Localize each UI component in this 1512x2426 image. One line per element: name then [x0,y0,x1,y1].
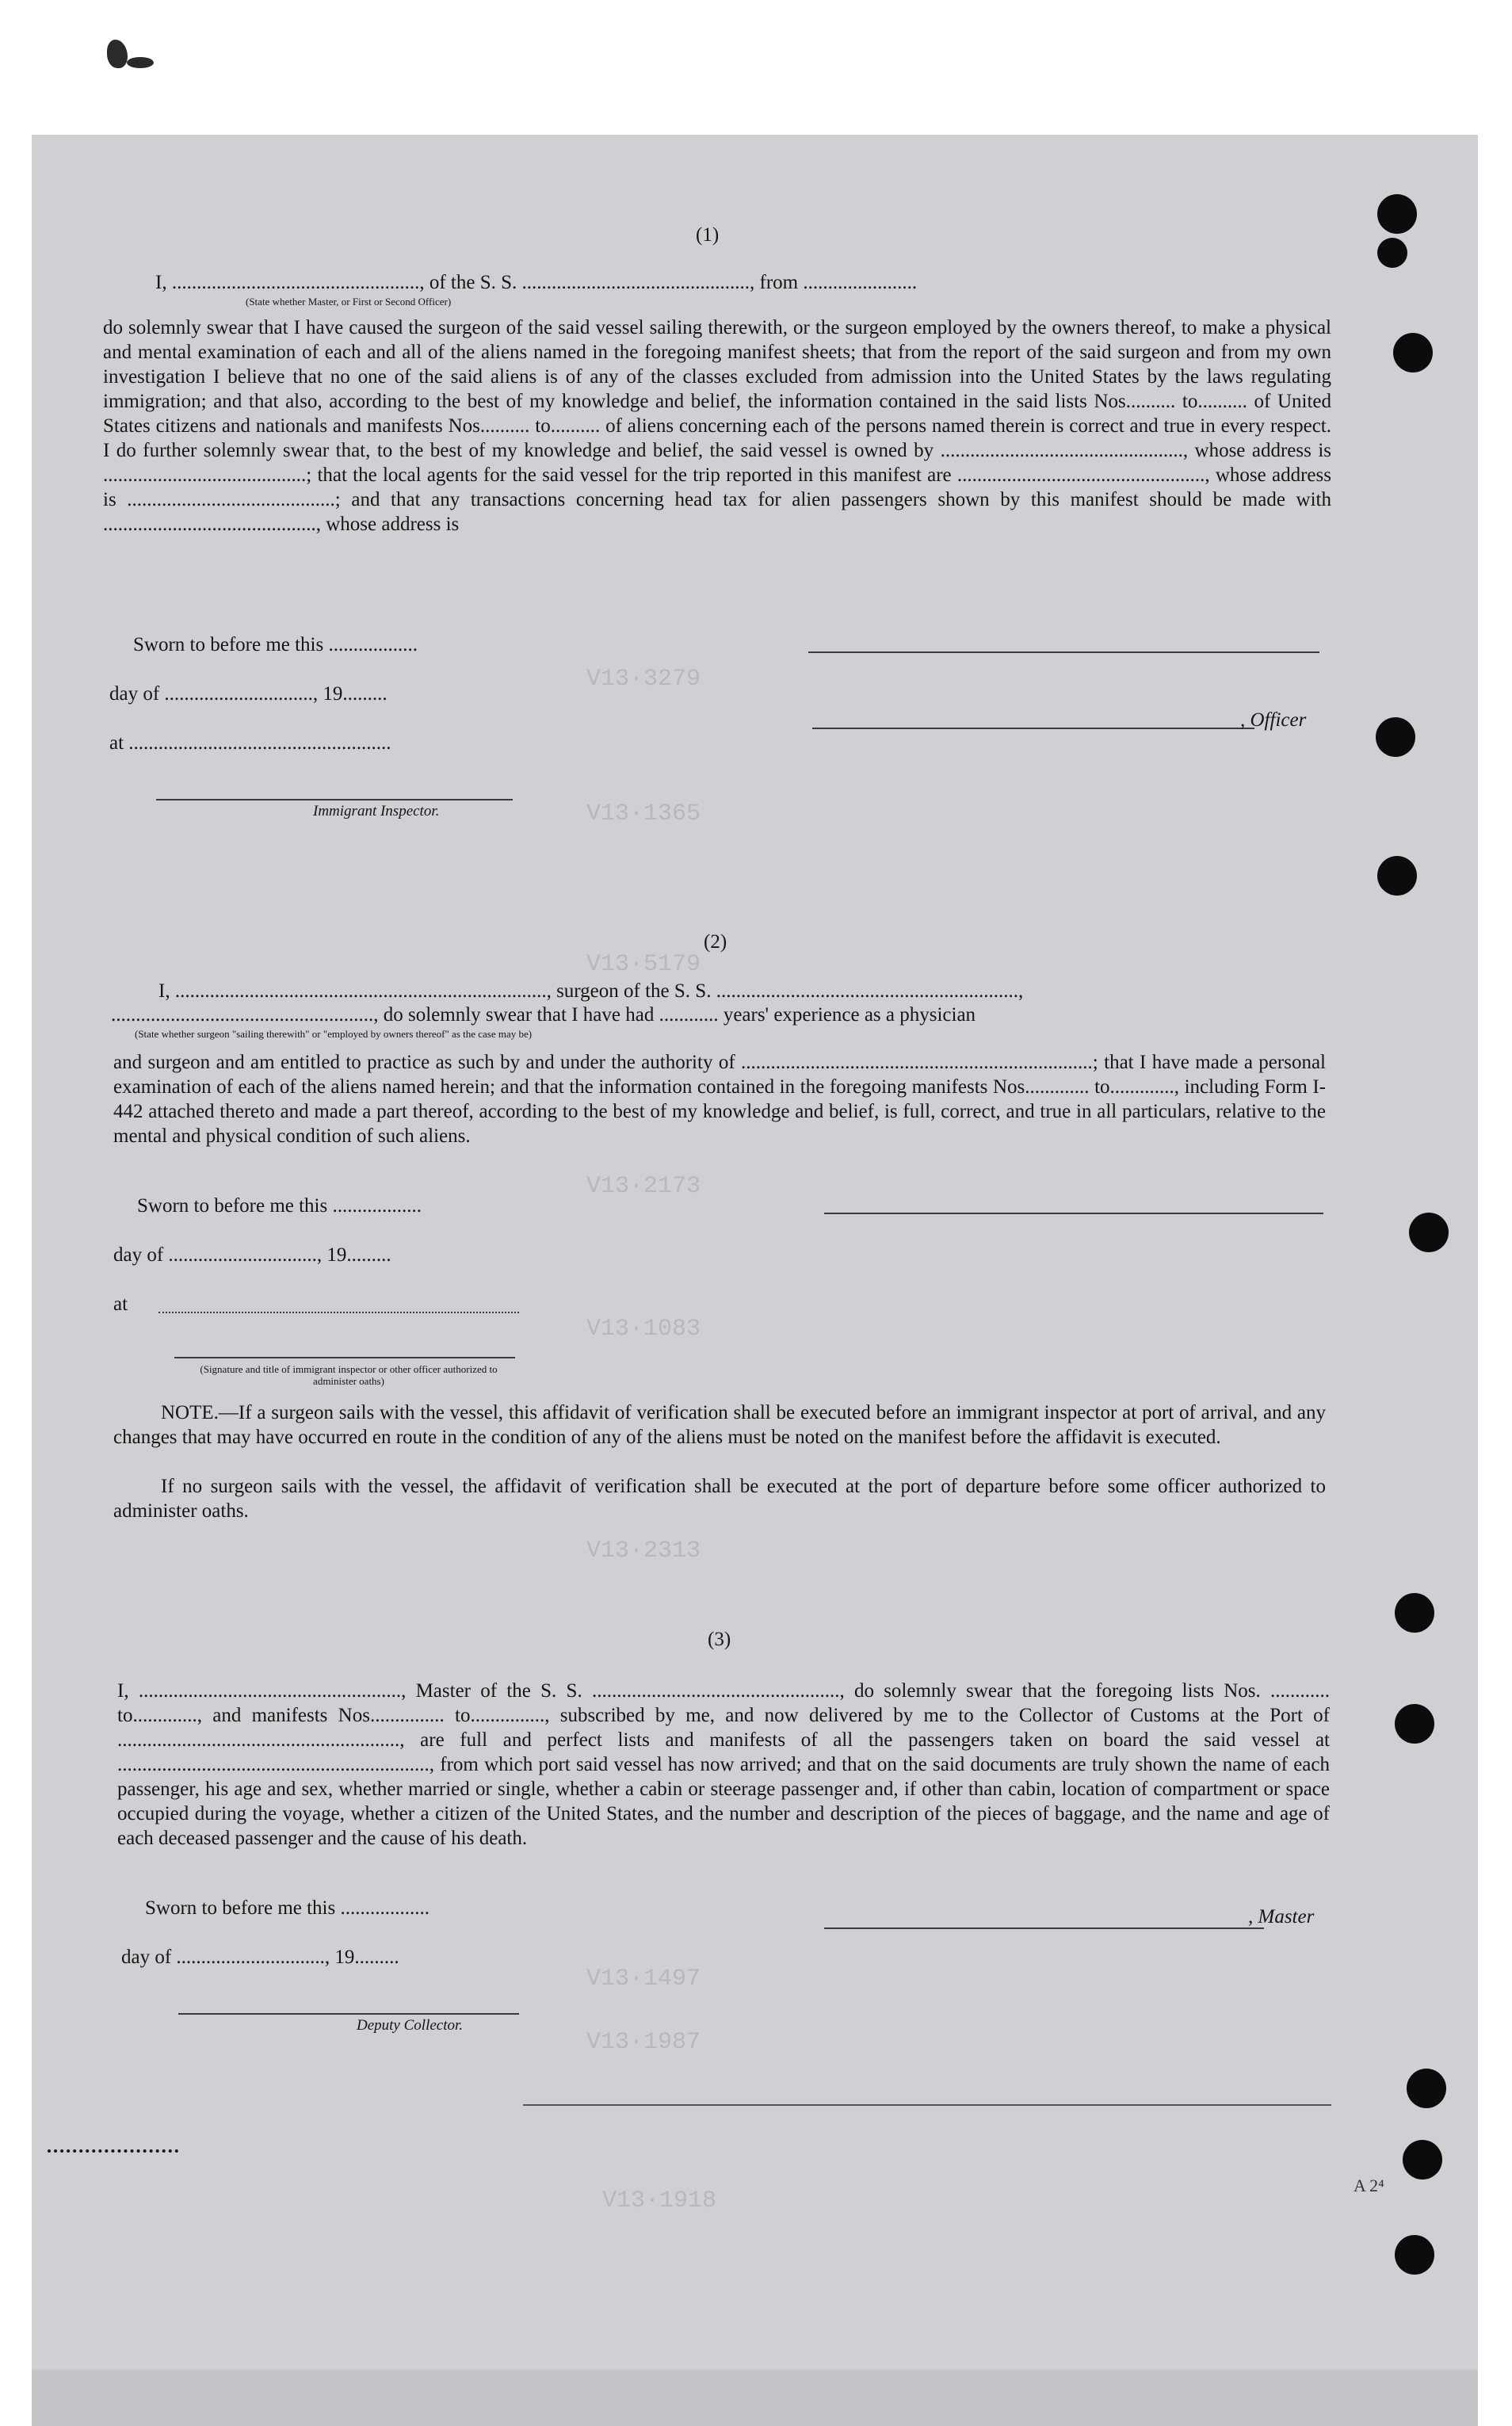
punch-hole [1407,2069,1446,2108]
corner-mark-tail [127,57,154,68]
bleed-through-text: V13·1083 [586,1316,701,1343]
section-2-line-2: ....................................................., do solemnly swear that I have had ............ years' experience as a physician [111,1004,976,1026]
section-1-intro-note: (State whether Master, or First or Second Officer) [246,296,452,308]
section-2-day-of: day of .............................., 19......... [113,1244,391,1266]
section-2-note-paragraph: NOTE.—If a surgeon sails with the vessel, this affidavit of verification shall be executed before an immigrant inspector at port of arrival, and any changes that may have occurred en route in the condition of any of the aliens must be noted on the manifest before the affidavit is executed. [113,1402,1326,1448]
section-3-master-line [824,1927,1264,1929]
section-1-at: at ..................................................... [109,732,391,754]
punch-hole [1377,238,1407,268]
bleed-through-text: V13·2173 [586,1173,701,1200]
section-1-oath-intro: I, .................................................., of the S. S. .............................................., from ....................... [155,272,918,293]
corner-mark [107,40,128,68]
section-3-collector-line [178,2013,519,2015]
punch-hole [1403,2140,1442,2180]
section-2-paragraph: and surgeon and am entitled to practice as such by and under the authority of .......................................................................; that I have made a personal examination of each of the aliens named herein; and that the information contained in the foregoing manifests Nos............. to............., including Form I-442 attached thereto and made a part thereof, according to the best of my knowledge and belief, is full, correct, and true in all particulars, relative to the mental and physical condition of such aliens. [113,1052,1326,1147]
section-3-day-of: day of .............................., 19......... [121,1947,399,1968]
section-1-inspector-label: Immigrant Inspector. [313,803,440,819]
section-2-at-line [158,1312,519,1313]
section-2-inspector-line [174,1357,515,1358]
punch-hole [1395,1593,1434,1633]
punch-hole [1409,1213,1449,1252]
section-2-no-surgeon-paragraph: If no surgeon sails with the vessel, the affidavit of verification shall be executed at the port of departure before some officer authorized to administer oaths. [113,1476,1326,1522]
section-2-line-1: I, ..........................................................................., surgeon of the S. S. ............................................................., [158,980,1024,1002]
bleed-through-text: V13·5179 [586,951,701,978]
section-2-sworn: Sworn to before me this .................. [137,1195,422,1217]
section-3-collector-label: Deputy Collector. [357,2017,464,2034]
section-1-inspector-line [156,799,513,800]
punch-hole [1377,856,1417,896]
section-1-officer-label: , Officer [1240,709,1307,731]
section-2-at: at [113,1293,128,1315]
punch-hole [1376,717,1415,757]
bleed-through-text: V13·1987 [586,2029,701,2056]
section-1-day-of: day of .............................., 19......... [109,683,388,705]
bottom-rule [523,2104,1331,2106]
bottom-right-mark: A 2⁴ [1354,2176,1384,2195]
section-1-paragraph: do solemnly swear that I have caused the surgeon of the said vessel sailing therewith, or the surgeon employed by the owners thereof, to make a physical and mental examination of each and all of the aliens named in the foregoing manifest sheets; that from the report of the said surgeon and from my own investigation I believe that no one of the said aliens is of any of the classes excluded from admission into the United States by the laws regulating immigration; and that also, according to the best of my knowledge and belief, the information contained in the said lists Nos.......... to.......... of United States citizens and nationals and manifests Nos.......... to.......... of aliens concerning each of the persons named therein is correct and true in every respect. I do further solemnly swear that, to the best of my knowledge and belief, the said vessel is owned by ................................................., whose address is .........................................; that the local agents for the said vessel for the trip reported in this manifest are .................................................., whose address is ..........................................; and that any transactions concerning head tax for alien passengers shown by this manifest should be made with ..........................................., whose address is [103,317,1331,535]
section-1-number: (1) [696,224,720,246]
punch-hole [1377,194,1417,234]
section-3-number: (3) [708,1629,731,1650]
punch-hole [1395,2235,1434,2275]
section-2-signature-note: (Signature and title of immigrant inspector or other officer authorized to administer oaths) [200,1363,498,1387]
bleed-through-text: V13·1497 [586,1966,701,1992]
sheet-bottom-edge [32,2370,1478,2426]
punch-hole [1395,1704,1434,1744]
bottom-dotted-mark [48,2149,178,2153]
section-2-note: (State whether surgeon "sailing therewith" or "employed by owners thereof" as the case may be) [135,1028,533,1040]
section-3-master-label: , Master [1248,1906,1315,1927]
section-3-sworn: Sworn to before me this .................. [145,1897,430,1919]
section-2-signature-line [824,1213,1323,1214]
bleed-through-text: V13·3279 [586,666,701,693]
bleed-through-text: V13·2313 [586,1538,701,1564]
section-1-sworn: Sworn to before me this .................. [133,634,418,655]
section-1-officer-line [812,728,1254,729]
punch-hole [1393,333,1433,372]
section-2-number: (2) [704,931,727,953]
bleed-through-text: V13·1365 [586,800,701,827]
section-3-paragraph: I, ....................................................., Master of the S. S. .................................................., do solemnly swear that the foregoing lists Nos. ............ to............., and manifests Nos............... to..............., subscribed by me, and now delivered by me to the Collector of Customs at the Port of ........................................................., are full and perfect lists and manifests of all the passengers taken on board the said vessel at ..............................................................., from which port said vessel has now arrived; and that on the said documents are truly shown the name of each passenger, his age and sex, whether married or single, whether a cabin or steerage passenger and, if other than cabin, location of compartment or space occupied during the voyage, whether a citizen of the United States, and the number and description of the pieces of baggage, and the name and age of each deceased passenger and the cause of his death. [117,1680,1330,1849]
bleed-through-text: V13·1918 [602,2187,717,2214]
section-1-officer-signature-line [808,651,1319,653]
